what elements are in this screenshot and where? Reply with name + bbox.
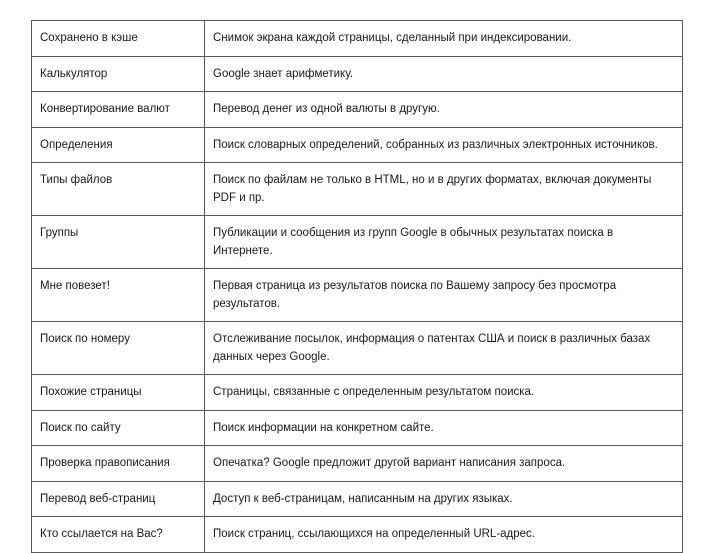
feature-description: Перевод денег из одной валюты в другую. [205,92,683,128]
table-row [32,216,683,269]
feature-name: Группы [32,216,205,269]
feature-description: Отслеживание посылок, информация о патентах США и поиск в различных базах данных через Google. [205,322,683,375]
features-table [31,20,683,553]
table-row [32,375,683,411]
feature-name: Мне повезет! [32,269,205,322]
feature-name: Перевод веб-страниц [32,481,205,517]
feature-name: Проверка правописания [32,446,205,482]
feature-name: Калькулятор [32,56,205,92]
feature-name: Типы файлов [32,163,205,216]
feature-description: Страницы, связанные с определенным результатом поиска. [205,375,683,411]
table-row [32,127,683,163]
feature-description: Поиск страниц, ссылающихся на определенный URL-адрес. [205,517,683,553]
feature-name: Сохранено в кэше [32,21,205,57]
feature-name: Кто ссылается на Вас? [32,517,205,553]
feature-description: Публикации и сообщения из групп Google в обычных результатах поиска в Интернете. [205,216,683,269]
feature-name: Поиск по сайту [32,410,205,446]
feature-description: Опечатка? Google предложит другой вариант написания запроса. [205,446,683,482]
feature-description: Первая страница из результатов поиска по Вашему запросу без просмотра результатов. [205,269,683,322]
table-row [32,21,683,57]
table-row [32,446,683,482]
table-row [32,163,683,216]
feature-name: Определения [32,127,205,163]
table-row [32,322,683,375]
feature-name: Конвертирование валют [32,92,205,128]
table-row [32,56,683,92]
feature-description: Поиск по файлам не только в HTML, но и в других форматах, включая документы PDF и пр. [205,163,683,216]
table-row [32,517,683,553]
table-row [32,269,683,322]
feature-name: Поиск по номеру [32,322,205,375]
feature-name: Похожие страницы [32,375,205,411]
feature-description: Доступ к веб-страницам, написанным на других языках. [205,481,683,517]
table-row [32,481,683,517]
table-row [32,410,683,446]
table-row [32,92,683,128]
feature-description: Google знает арифметику. [205,56,683,92]
feature-description: Снимок экрана каждой страницы, сделанный при индексировании. [205,21,683,57]
feature-description: Поиск информации на конкретном сайте. [205,410,683,446]
feature-description: Поиск словарных определений, собранных из различных электронных источников. [205,127,683,163]
